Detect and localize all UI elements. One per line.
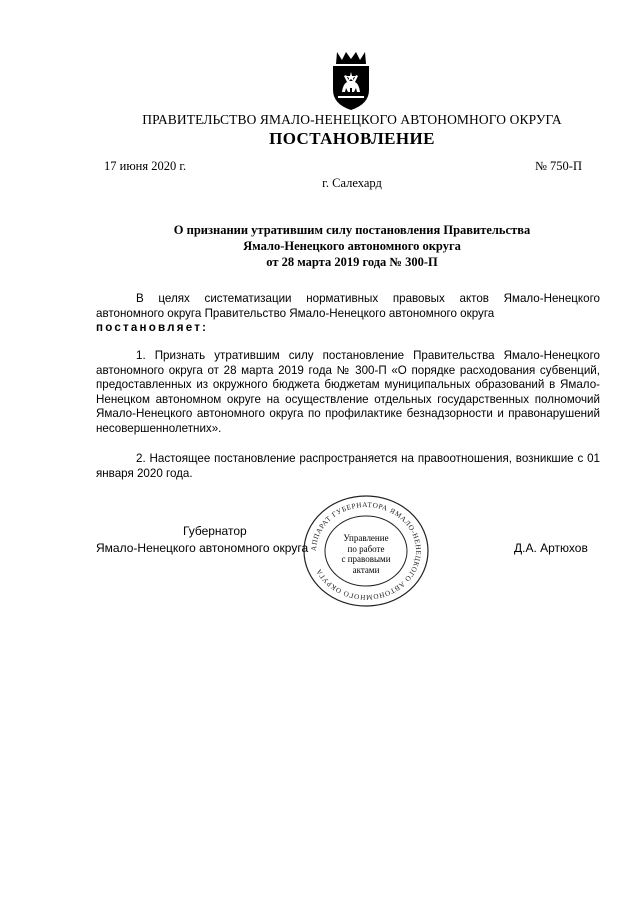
item-1-paragraph: 1. Признать утратившим силу постановление Правительства Ямало-Ненецкого автономного округа от 28 марта 2019 года № 300-П «О порядке расходования субвенций, предоставленных из окружного бюджета бюджетам муниципальных образований в Ямало-Ненецком автономном округе на осуществление отдельных государственных полномочий Ямало-Ненецкого автономного округа по профилактике безнадзорности и правонарушений несовершеннолетних». <box>96 349 600 435</box>
item-2-paragraph: 2. Настоящее постановление распространяется на правоотношения, возникшие с 01 января 2020 года. <box>96 452 600 480</box>
document-city: г. Салехард <box>322 176 382 190</box>
stamp-ring-text: АППАРАТ ГУБЕРНАТОРА ЯМАЛО-НЕНЕЦКОГО АВТОНОМНОГО ОКРУГА <box>309 500 423 602</box>
document-type: ПОСТАНОВЛЕНИЕ <box>269 129 435 148</box>
stamp-inner-text <box>326 533 406 575</box>
signatory-title-line-1: Губернатор <box>183 524 247 538</box>
preamble-text: В целях систематизации нормативных правовых актов Ямало-Ненецкого автономного округа Правительство Ямало-Ненецкого автономного округа <box>96 292 600 320</box>
title-line-1: О признании утратившим силу постановления Правительства <box>173 223 531 237</box>
title-line-2: Ямало-Ненецкого автономного округа <box>243 239 461 253</box>
signatory-title-line-2: Ямало-Ненецкого автономного округа <box>96 541 309 555</box>
stamp-line-3: с правовыми <box>341 554 391 564</box>
signatory-name: Д.А. Артюхов <box>514 541 588 555</box>
stamp-line-1: Управление <box>343 533 389 543</box>
government-name: ПРАВИТЕЛЬСТВО ЯМАЛО-НЕНЕЦКОГО АВТОНОМНОГО ОКРУГА <box>142 112 562 127</box>
stamp-line-4: актами <box>352 564 380 575</box>
document-number: № 750-П <box>535 159 582 173</box>
title-line-3: от 28 марта 2019 года № 300-П <box>266 255 438 269</box>
document-date: 17 июня 2020 г. <box>104 159 187 173</box>
preamble-paragraph <box>96 292 600 336</box>
document-title <box>0 222 640 270</box>
stamp-line-2: по работе <box>347 543 385 554</box>
coat-of-arms-emblem <box>328 48 374 112</box>
decides-keyword: постановляет: <box>96 321 209 335</box>
